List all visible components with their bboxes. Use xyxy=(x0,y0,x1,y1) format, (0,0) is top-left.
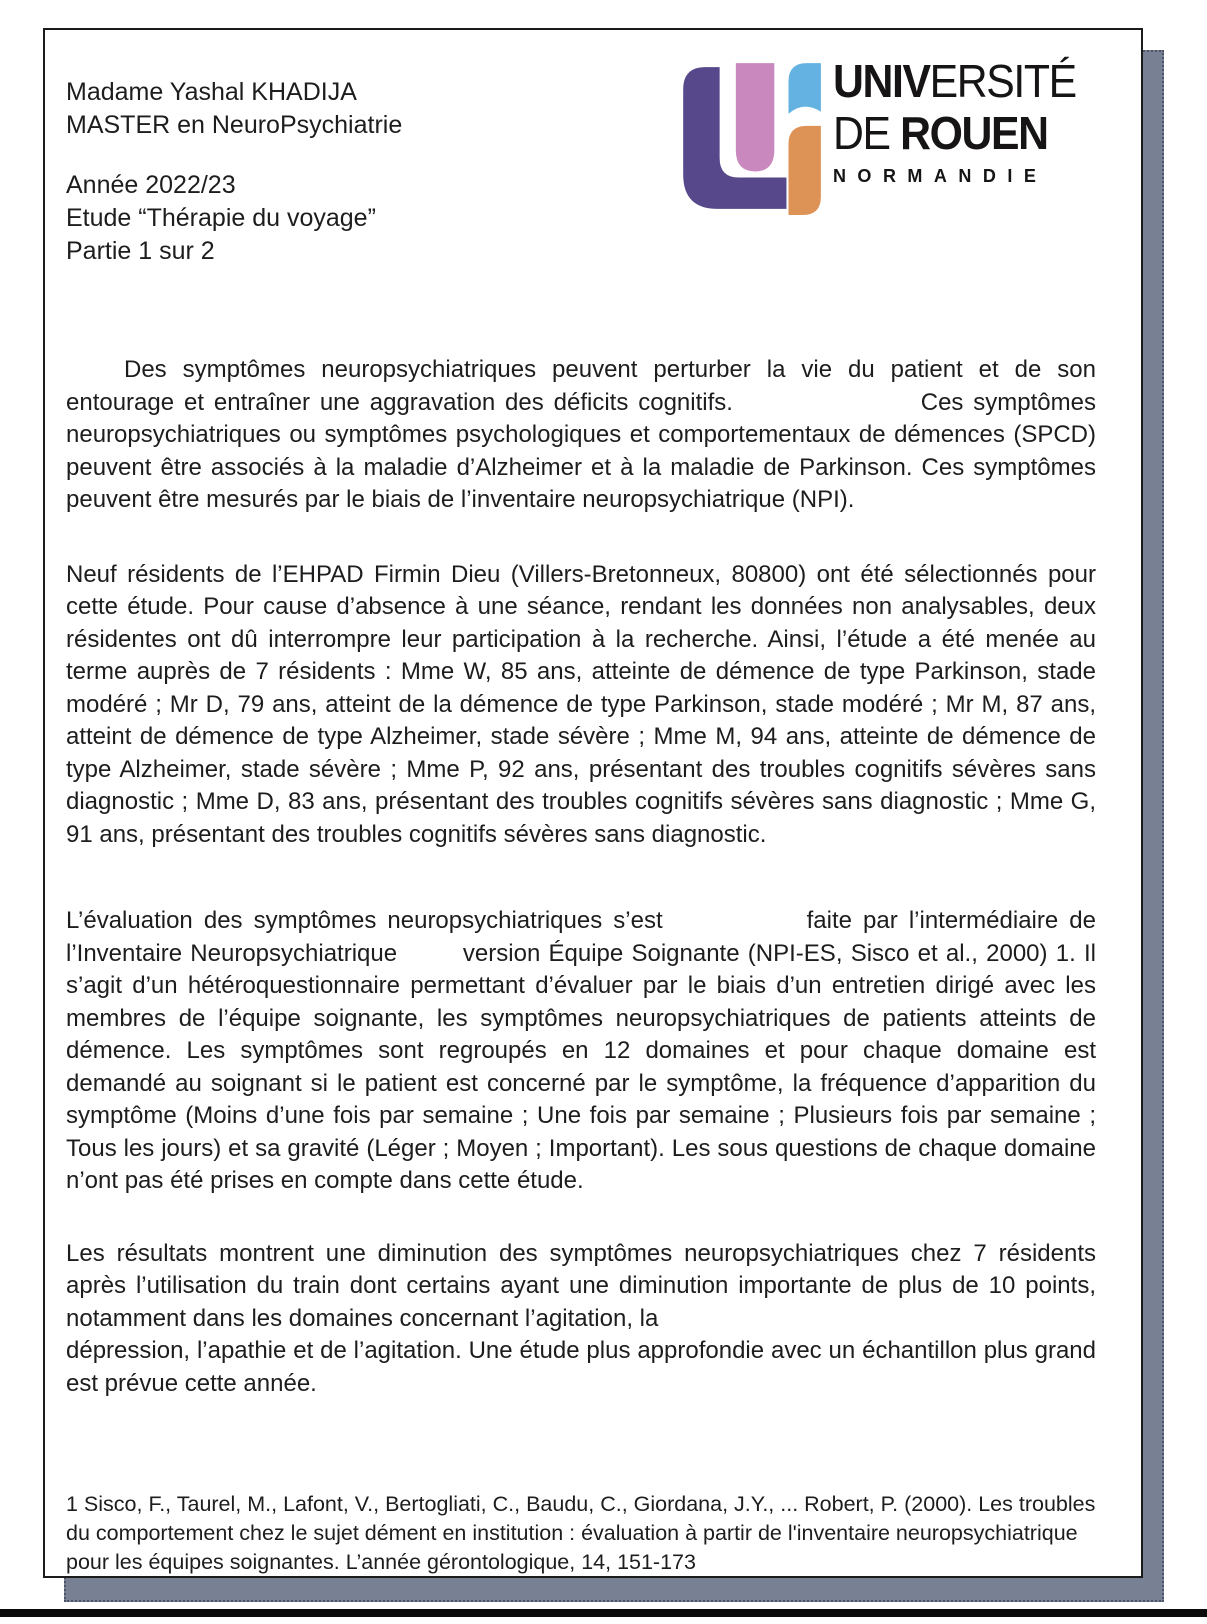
logo-line-normandie: NORMANDIE xyxy=(832,166,1048,186)
logo-univ-bold: UNIV xyxy=(832,55,930,107)
part-line: Partie 1 sur 2 xyxy=(66,237,215,265)
logo-ersite-light: ERSITÉ xyxy=(929,55,1076,107)
study-title-line: Etude “Thérapie du voyage” xyxy=(66,204,376,232)
university-logo-icon xyxy=(673,55,825,217)
logo-de-light: DE xyxy=(832,107,901,159)
logo-line-universite xyxy=(833,55,1076,107)
author-name: Madame Yashal KHADIJA xyxy=(66,78,357,106)
year-line: Année 2022/23 xyxy=(66,171,236,199)
logo-line-de-rouen xyxy=(833,107,1076,159)
author-block xyxy=(66,76,402,268)
logo-rouen-bold: ROUEN xyxy=(900,107,1048,159)
university-logo xyxy=(673,55,1094,217)
paragraph-results-part2: dépression, l’apathie et de l’agitation. Une étude plus approfondie avec un échantillon plus grand est prévue cette année. xyxy=(66,1337,1096,1397)
spacer xyxy=(66,142,402,169)
footnote-reference: 1 Sisco, F., Taurel, M., Lafont, V., Bertogliati, C., Baudu, C., Giordana, J.Y., ... Robert, P. (2000). Les troubles du comportement chez le sujet dément en institution : évaluation à partir de l'inventaire neuropsychiatrique pour les équipes soignantes. L’année gérontologique, 14, 151-173 xyxy=(66,1492,1096,1574)
paragraph-residents: Neuf résidents de l’EHPAD Firmin Dieu (Villers-Bretonneux, 80800) ont été sélectionnés pour cette étude. Pour cause d’absence à une séance, rendant les données non analysables, deux résidentes ont dû interrompre leur participation à la recherche. Ainsi, l’étude a été menée au terme auprès de 7 résidents : Mme W, 85 ans, atteinte de démence de type Parkinson, stade modéré ; Mr D, 79 ans, atteint de la démence de type Parkinson, stade modéré ; Mr M, 87 ans, atteint de démence de type Alzheimer, stade sévère ; Mme M, 94 ans, atteinte de démence de type Alzheimer, stade sévère ; Mme P, 92 ans, présentant des troubles cognitifs sévères sans diagnostic ; Mme D, 83 ans, présentant des troubles cognitifs sévères sans diagnostic ; Mme G, 91 ans, présentant des troubles cognitifs sévères sans diagnostic. xyxy=(66,560,1096,848)
bottom-separator-bar xyxy=(0,1609,1207,1617)
paragraph-npi-evaluation: L’évaluation des symptômes neuropsychiatriques s’est faite par l’intermédiaire de l’Inventaire Neuropsychiatrique version Équipe Soignante (NPI-ES, Sisco et al., 2000) 1. Il s’agit d’un hétéroquestionnaire permettant d’évaluer par le biais d’un entretien dirigé avec les membres de l’équipe soignante, les symptômes neuropsychiatriques de patients atteints de démence. Les symptômes sont regroupés en 12 domaines et pour chaque domaine est demandé au soignant si le patient est concerné par le symptôme, la fréquence d’apparition du symptôme (Moins d’une fois par semaine ; Une fois par semaine ; Plusieurs fois par semaine ; Tous les jours) et sa gravité (Léger ; Moyen ; Important). Les sous questions de chaque domaine n’ont pas été prises en compte dans cette étude. xyxy=(66,907,1096,1194)
university-logo-wordmark xyxy=(833,55,1094,217)
paragraph-intro-symptoms: Des symptômes neuropsychiatriques peuvent perturber la vie du patient et de son entourage et entraîner une aggravation des déficits cognitifs. Ces symptômes neuropsychiatriques ou symptômes psychologiques et comportementaux de démences (SPCD) peuvent être associés à la maladie d’Alzheimer et à la maladie de Parkinson. Ces symptômes peuvent être mesurés par le biais de l’inventaire neuropsychiatrique (NPI). xyxy=(66,356,1096,513)
page-header xyxy=(66,55,1096,268)
author-degree: MASTER en NeuroPsychiatrie xyxy=(66,111,403,139)
document-page xyxy=(43,28,1143,1578)
paragraph-results-part1: Les résultats montrent une diminution des symptômes neuropsychiatriques chez 7 résidents après l’utilisation du train dont certains ayant une diminution importante de plus de 10 points, notamment dans les domaines concernant l’agitation, la xyxy=(66,1239,1096,1332)
